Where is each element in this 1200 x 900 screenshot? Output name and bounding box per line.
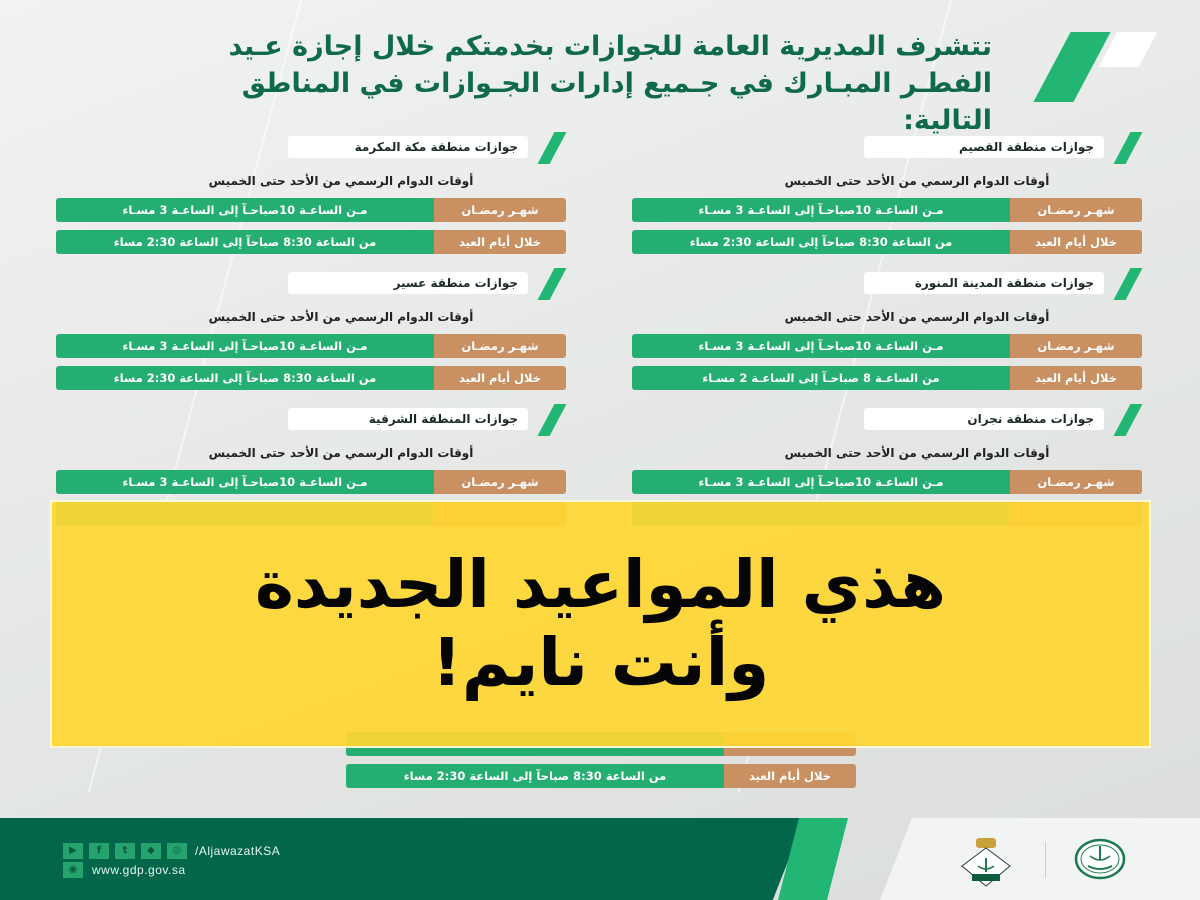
- time-range: مـن الساعـة 10صباحـآ إلى الساعـة 3 مسـاء: [56, 470, 434, 494]
- schedule-row: [632, 198, 1142, 222]
- period-label: شهـر رمضـان: [1010, 198, 1142, 222]
- working-hours-subtitle: أوقات الدوام الرسمي من الأحد حتى الخميس: [208, 174, 474, 188]
- green-slash-icon: [1113, 268, 1142, 300]
- region-asir: [56, 268, 566, 398]
- period-label: شهـر رمضـان: [1010, 334, 1142, 358]
- time-range: من الساعة 8:30 صباحآ إلى الساعة 2:30 مساء: [56, 230, 434, 254]
- working-hours-subtitle: أوقات الدوام الرسمي من الأحد حتى الخميس: [784, 174, 1050, 188]
- decorative-green-slash: [1033, 32, 1110, 102]
- schedule-row: [56, 470, 566, 494]
- working-hours-subtitle: أوقات الدوام الرسمي من الأحد حتى الخميس: [208, 446, 474, 460]
- twitter-icon[interactable]: t: [115, 843, 135, 859]
- social-links: [63, 843, 280, 859]
- website-url[interactable]: www.gdp.gov.sa: [92, 863, 186, 877]
- schedule-row: [346, 764, 856, 788]
- working-hours-subtitle: أوقات الدوام الرسمي من الأحد حتى الخميس: [784, 446, 1050, 460]
- green-slash-icon: [1113, 132, 1142, 164]
- announcement-title: تتشرف المديرية العامة للجوازات بخدمتكم خلال إجازة عـيد الفطـر المبـارك في جـميع إدارات الجـوازات في المناطق التالية:: [228, 31, 992, 136]
- schedule-row: [632, 334, 1142, 358]
- region-qassim: [632, 132, 1142, 262]
- schedule-row: [632, 470, 1142, 494]
- region-title: جوازات المنطقة الشرقية: [288, 408, 528, 430]
- social-handle[interactable]: /AljawazatKSA: [195, 844, 281, 858]
- schedule-row: [56, 198, 566, 222]
- instagram-icon[interactable]: ◎: [167, 843, 187, 859]
- period-label: خلال أيام العيد: [724, 764, 856, 788]
- schedule-row: [632, 366, 1142, 390]
- working-hours-subtitle: أوقات الدوام الرسمي من الأحد حتى الخميس: [784, 310, 1050, 324]
- snapchat-icon[interactable]: ◆: [141, 843, 161, 859]
- time-range: مـن الساعـة 10صباحـآ إلى الساعـة 3 مسـاء: [632, 198, 1010, 222]
- period-label: خلال أيام العيد: [1010, 230, 1142, 254]
- web-icon: ◉: [63, 862, 83, 878]
- schedule-row: [56, 366, 566, 390]
- region-title: جوازات منطقة مكة المكرمة: [288, 136, 528, 158]
- green-slash-icon: [537, 132, 566, 164]
- time-range: من الساعـة 8 صباحـآ إلى الساعـة 2 مسـاء: [632, 366, 1010, 390]
- logo-divider: [1045, 842, 1046, 878]
- time-range: من الساعة 8:30 صباحآ إلى الساعة 2:30 مساء: [346, 764, 724, 788]
- footer-logo-area: [880, 818, 1200, 900]
- region-title: جوازات منطقة المدينة المنورة: [864, 272, 1104, 294]
- region-makkah: [56, 132, 566, 262]
- passports-logo-icon: [960, 836, 1012, 892]
- period-label: خلال أيام العيد: [434, 230, 566, 254]
- period-label: شهـر رمضـان: [434, 198, 566, 222]
- period-label: شهـر رمضـان: [1010, 470, 1142, 494]
- region-title: جوازات منطقة نجران: [864, 408, 1104, 430]
- ministry-emblem-icon: [1064, 838, 1136, 880]
- schedule-row: [56, 334, 566, 358]
- time-range: مـن الساعـة 10صباحـآ إلى الساعـة 3 مسـاء: [56, 198, 434, 222]
- time-range: من الساعة 8:30 صباحآ إلى الساعة 2:30 مساء: [632, 230, 1010, 254]
- time-range: مـن الساعـة 10صباحـآ إلى الساعـة 3 مسـاء: [632, 334, 1010, 358]
- time-range: مـن الساعـة 10صباحـآ إلى الساعـة 3 مسـاء: [632, 470, 1010, 494]
- region-madinah: [632, 268, 1142, 398]
- banner-headline: هذي المواعيد الجديدة وأنت نايم!: [254, 546, 947, 701]
- footer-bar: [0, 818, 805, 900]
- region-title: جوازات منطقة عسير: [288, 272, 528, 294]
- website-link: [63, 862, 186, 878]
- period-label: خلال أيام العيد: [1010, 366, 1142, 390]
- green-slash-icon: [537, 404, 566, 436]
- period-label: خلال أيام العيد: [434, 366, 566, 390]
- youtube-icon[interactable]: ▶: [63, 843, 83, 859]
- green-slash-icon: [537, 268, 566, 300]
- period-label: شهـر رمضـان: [434, 470, 566, 494]
- schedule-row: [56, 230, 566, 254]
- facebook-icon[interactable]: f: [89, 843, 109, 859]
- headline-banner: [50, 500, 1151, 748]
- region-title: جوازات منطقة القصيم: [864, 136, 1104, 158]
- schedule-row: [632, 230, 1142, 254]
- time-range: مـن الساعـة 10صباحـآ إلى الساعـة 3 مسـاء: [56, 334, 434, 358]
- working-hours-subtitle: أوقات الدوام الرسمي من الأحد حتى الخميس: [208, 310, 474, 324]
- period-label: شهـر رمضـان: [434, 334, 566, 358]
- time-range: من الساعة 8:30 صباحآ إلى الساعة 2:30 مساء: [56, 366, 434, 390]
- green-slash-icon: [1113, 404, 1142, 436]
